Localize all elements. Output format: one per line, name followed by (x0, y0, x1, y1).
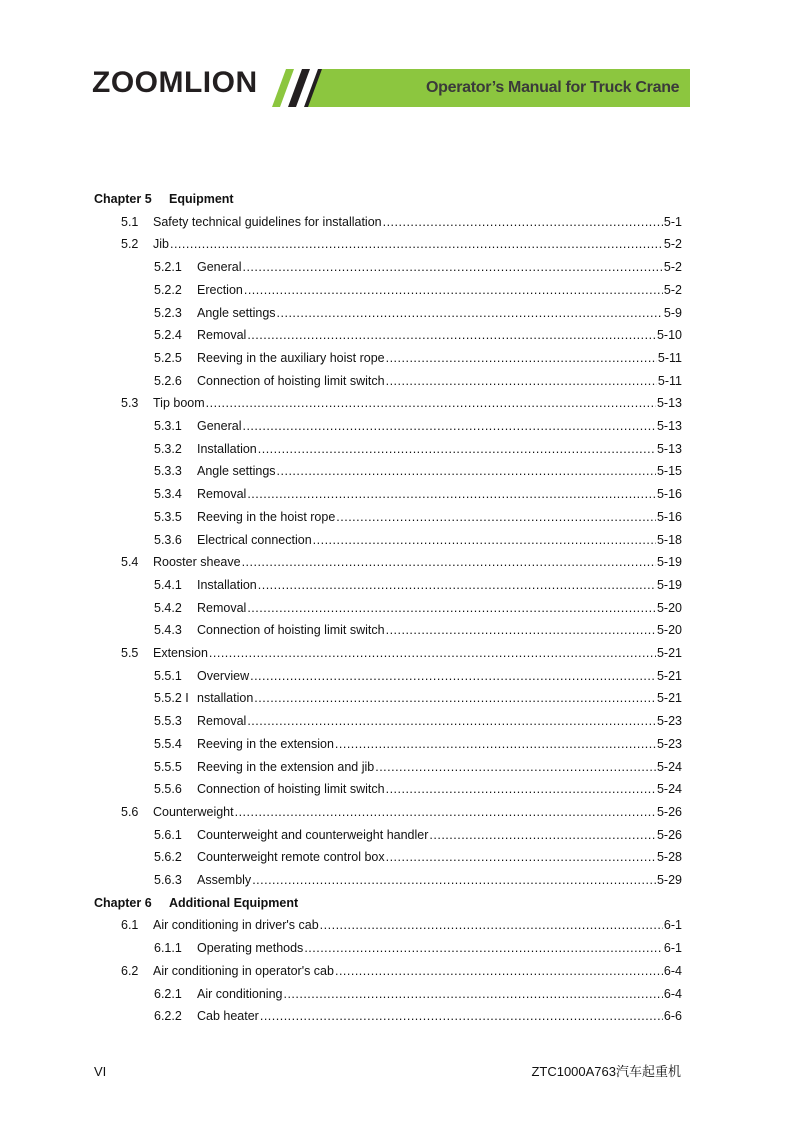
toc-dot-leader (242, 256, 662, 278)
toc-entry-number: 5.4 (121, 555, 139, 570)
toc-dot-leader (247, 483, 656, 505)
toc-entry[interactable] (0, 960, 793, 982)
toc-entry-title: Extension (153, 646, 208, 660)
toc-entry-number: 5.5.6 (154, 782, 182, 797)
toc-entry-page: 5-21 (656, 646, 682, 660)
toc-entry-title: Counterweight remote control box (197, 850, 385, 865)
toc-entry-title: Air conditioning in operator's cab (153, 963, 334, 978)
toc-entry[interactable] (0, 869, 793, 891)
toc-entry-title: Operating methods (197, 941, 304, 956)
toc-dot-leader (247, 324, 656, 346)
toc-entry-title: Reeving in the hoist rope (197, 509, 336, 524)
toc-entry-number: 5.2.3 (154, 305, 182, 320)
manual-title: Operator’s Manual for Truck Crane (426, 79, 680, 96)
toc-entry[interactable] (0, 846, 793, 868)
footer-model: ZTC1000A763汽车起重机 (531, 1064, 681, 1079)
toc-entry-number: 5.2.1 (154, 260, 182, 275)
toc-entry-number: 6.2.2 (154, 1009, 182, 1024)
toc-entry[interactable] (0, 233, 793, 255)
toc-entry[interactable] (0, 438, 793, 460)
toc-entry-title: Counterweight and counterweight handler (197, 827, 429, 842)
toc-entry[interactable] (0, 733, 793, 755)
toc-entry-title: Rooster sheave (153, 555, 241, 570)
toc-dot-leader (242, 551, 656, 573)
toc-entry-page: 5-23 (656, 736, 682, 751)
toc-entry-number: 5.3.2 (154, 441, 182, 456)
toc-entry-page: 6-1 (663, 918, 682, 933)
toc-entry[interactable] (0, 506, 793, 528)
toc-entry-title: Electrical connection (197, 532, 312, 547)
toc-entry-number: 5.5.1 (154, 668, 182, 683)
toc-entry-title: Connection of hoisting limit switch (197, 782, 385, 797)
toc-entry[interactable] (0, 302, 793, 324)
toc-dot-leader (335, 960, 663, 982)
toc-entry[interactable] (0, 211, 793, 233)
toc-entry-title: Angle settings (197, 464, 276, 479)
toc-entry[interactable] (0, 370, 793, 392)
toc-entry-page: 5-23 (656, 714, 682, 729)
toc-entry-page: 5-29 (656, 873, 682, 887)
toc-entry-page: 6-1 (663, 941, 682, 956)
toc-dot-leader (386, 778, 656, 800)
footer-page-number: VI (94, 1064, 107, 1079)
toc-dot-leader (386, 619, 656, 641)
toc-entry[interactable] (0, 551, 793, 573)
toc-entry-number: 5.5.4 (154, 736, 182, 751)
toc-dot-leader (258, 438, 656, 460)
toc-dot-leader (383, 211, 663, 233)
toc-entry-number: 5.2.6 (154, 373, 182, 388)
toc-dot-leader (277, 460, 656, 482)
toc-entry-number: 6.1.1 (154, 941, 182, 956)
toc-entry-title: Jib (153, 237, 169, 252)
toc-entry[interactable] (0, 256, 793, 278)
toc-dot-leader (252, 869, 656, 891)
toc-entry-number: 6.2.1 (154, 986, 182, 1001)
toc-entry-number: 5.4.3 (154, 623, 182, 638)
toc-entry-number: 5.2.5 (154, 350, 182, 365)
toc-dot-leader (313, 529, 656, 551)
toc-dot-leader (386, 370, 657, 392)
toc-entry[interactable] (0, 710, 793, 732)
toc-entry-number: 5.2.2 (154, 282, 182, 297)
toc-entry[interactable] (0, 460, 793, 482)
toc-entry-number: 5.3.4 (154, 487, 182, 502)
toc-entry[interactable] (0, 801, 793, 823)
toc-entry-page: 5-24 (656, 759, 682, 774)
toc-entry[interactable] (0, 529, 793, 551)
toc-dot-leader (277, 302, 663, 324)
toc-dot-leader (244, 279, 663, 301)
toc-dot-leader (235, 801, 656, 823)
toc-entry-page: 5-24 (656, 782, 682, 797)
toc-entry-number: 5.6.3 (154, 873, 182, 887)
toc-dot-leader (320, 914, 663, 936)
toc-entry[interactable] (0, 937, 793, 959)
toc-entry-number: 5.5.2 I (154, 691, 189, 706)
toc-entry-number: 5.3.3 (154, 464, 182, 479)
toc-entry[interactable] (0, 483, 793, 505)
toc-entry-page: 5-21 (656, 668, 682, 683)
toc-entry[interactable] (0, 687, 793, 709)
toc-entry-number: 5.3 (121, 396, 139, 411)
toc-entry-title: Tip boom (153, 396, 205, 411)
toc-entry-page: 5-15 (656, 464, 682, 479)
toc-entry-title: Removal (197, 487, 247, 502)
toc-entry-title: Erection (197, 282, 243, 297)
toc-entry-number: 5.6.1 (154, 827, 182, 842)
toc-entry-page: 5-13 (656, 441, 682, 456)
toc-entry[interactable] (0, 574, 793, 596)
toc-entry-title: General (197, 260, 242, 275)
toc-entry-title: Reeving in the extension and jib (197, 759, 375, 774)
toc-dot-leader (304, 937, 663, 959)
toc-entry-page: 5-19 (656, 577, 682, 592)
toc-entry-number: 5.5.5 (154, 759, 182, 774)
toc-entry-title: Angle settings (197, 305, 276, 320)
toc-entry-number: 6.2 (121, 963, 139, 978)
toc-entry-page: 5-20 (656, 600, 682, 615)
toc-dot-leader (429, 824, 656, 846)
toc-entry-title: Connection of hoisting limit switch (197, 623, 385, 638)
toc-entry-title: nstallation (197, 691, 254, 706)
toc-entry-title: Reeving in the auxiliary hoist rope (197, 350, 385, 365)
toc-entry-title: Removal (197, 600, 247, 615)
toc-dot-leader (386, 347, 657, 369)
toc-chapter-number: Chapter 5 (94, 192, 152, 206)
toc-entry-title: Assembly (197, 873, 252, 887)
toc-entry[interactable] (0, 279, 793, 301)
toc-entry-number: 5.2 (121, 237, 139, 252)
toc-entry[interactable] (0, 347, 793, 369)
toc-entry-page: 5-26 (656, 827, 682, 842)
toc-entry[interactable] (0, 415, 793, 437)
toc-entry-number: 5.6 (121, 804, 139, 819)
toc-chapter-number: Chapter 6 (94, 895, 152, 910)
toc-entry-page: 5-16 (656, 487, 682, 502)
toc-dot-leader (375, 756, 656, 778)
toc-entry[interactable] (0, 756, 793, 778)
toc-chapter-title: Equipment (169, 192, 234, 206)
toc-entry-page: 5-26 (656, 804, 682, 819)
toc-entry-title: Counterweight (153, 804, 234, 819)
brand-logo: ZOOMLION (92, 66, 258, 99)
toc-dot-leader (254, 687, 656, 709)
toc-entry[interactable] (0, 665, 793, 687)
toc-entry-number: 5.5.3 (154, 714, 182, 729)
toc-dot-leader (335, 733, 656, 755)
toc-entry-page: 5-11 (657, 350, 682, 365)
toc-entry-number: 5.4.2 (154, 600, 182, 615)
toc-entry-page: 5-18 (656, 532, 682, 547)
toc-entry[interactable] (0, 983, 793, 1005)
toc-entry-page: 5-21 (656, 691, 682, 706)
toc-entry-page: 5-2 (663, 260, 682, 275)
toc-entry-page: 5-11 (657, 373, 682, 388)
toc-dot-leader (209, 642, 656, 664)
toc-entry-page: 5-2 (663, 237, 682, 252)
toc-entry-title: Connection of hoisting limit switch (197, 373, 385, 388)
toc-entry-title: Removal (197, 714, 247, 729)
toc-entry-title: Removal (197, 328, 247, 343)
toc-dot-leader (242, 415, 655, 437)
toc-dot-leader (206, 392, 656, 414)
toc-dot-leader (247, 710, 656, 732)
toc-dot-leader (336, 506, 656, 528)
toc-dot-leader (386, 846, 656, 868)
toc-entry-page: 5-16 (656, 509, 682, 524)
toc-entry[interactable] (0, 824, 793, 846)
toc-chapter-heading (0, 188, 793, 210)
toc-chapter-heading (0, 892, 793, 914)
toc-entry-title: Safety technical guidelines for installation (153, 214, 382, 229)
toc-dot-leader (260, 1005, 663, 1027)
toc-dot-leader (250, 665, 656, 687)
toc-entry-number: 5.1 (121, 214, 139, 229)
toc-chapter-title: Additional Equipment (169, 895, 299, 910)
toc-entry-page: 5-1 (663, 214, 682, 229)
toc-entry-number: 5.3.1 (154, 419, 182, 433)
toc-dot-leader (258, 574, 656, 596)
toc-entry-title: Reeving in the extension (197, 736, 334, 751)
toc-entry[interactable] (0, 392, 793, 414)
toc-entry-page: 6-4 (663, 963, 682, 978)
toc-entry-number: 6.1 (121, 918, 139, 933)
toc-dot-leader (170, 233, 663, 255)
toc-entry-page: 5-10 (656, 328, 682, 343)
toc-entry[interactable] (0, 597, 793, 619)
toc-entry-number: 5.3.5 (154, 509, 182, 524)
toc-entry[interactable] (0, 914, 793, 936)
toc-entry[interactable] (0, 619, 793, 641)
toc-entry-title: Installation (197, 441, 257, 456)
toc-entry-number: 5.4.1 (154, 577, 182, 592)
toc-entry-page: 5-13 (656, 419, 682, 433)
toc-entry-title: Installation (197, 577, 257, 592)
toc-entry-title: Air conditioning (197, 986, 283, 1001)
toc-entry-page: 5-9 (663, 305, 682, 320)
toc-dot-leader (283, 983, 662, 1005)
toc-entry-number: 5.5 (121, 646, 139, 660)
toc-dot-leader (247, 597, 656, 619)
toc-entry[interactable] (0, 1005, 793, 1027)
toc-entry-page: 5-28 (656, 850, 682, 865)
toc-entry-page: 5-13 (656, 396, 682, 411)
toc-entry[interactable] (0, 778, 793, 800)
toc-entry-title: Overview (197, 668, 250, 683)
toc-entry-number: 5.6.2 (154, 850, 182, 865)
toc-entry-number: 5.3.6 (154, 532, 182, 547)
toc-entry-page: 6-4 (663, 986, 682, 1001)
toc-entry-page: 5-20 (656, 623, 682, 638)
toc-entry[interactable] (0, 324, 793, 346)
toc-entry[interactable] (0, 642, 793, 664)
toc-entry-page: 5-2 (663, 282, 682, 297)
toc-entry-page: 5-19 (656, 555, 682, 570)
toc-entry-title: General (197, 419, 242, 433)
toc-entry-title: Cab heater (197, 1009, 259, 1024)
toc-entry-title: Air conditioning in driver's cab (153, 918, 319, 933)
toc-entry-page: 6-6 (663, 1009, 682, 1024)
toc-entry-number: 5.2.4 (154, 328, 182, 343)
